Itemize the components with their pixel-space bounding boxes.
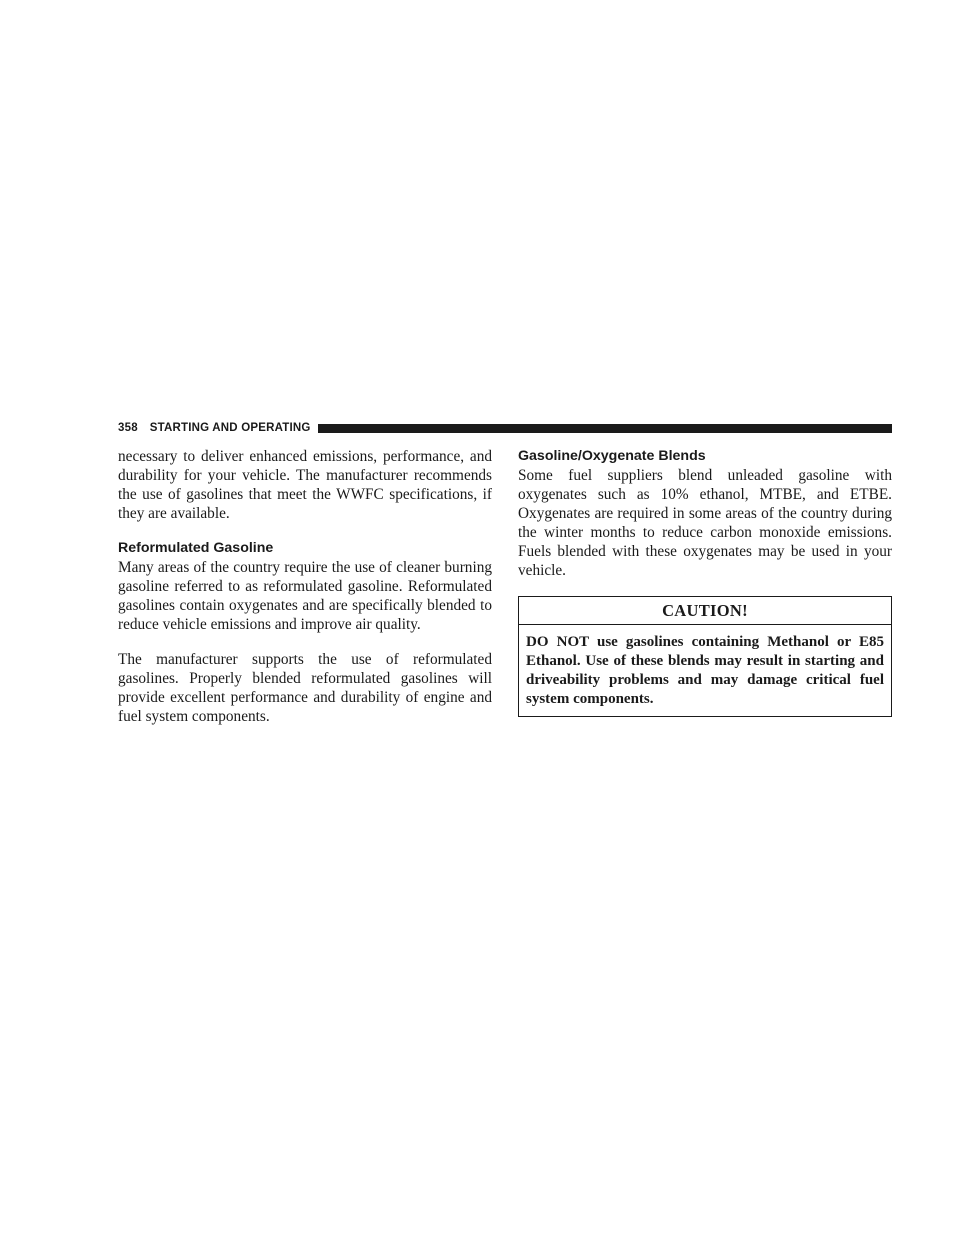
header-rule [318, 424, 892, 433]
oxygenate-paragraph: Some fuel suppliers blend unleaded gasoline with oxygenates such as 10% ethanol, MTBE, and ETBE. Oxygenates are required in some areas of the country during the winter months to reduce carbon monoxide emissions. Fuels blended with these oxygenates may be used in your vehicle. [518, 467, 892, 579]
page-header [118, 419, 892, 437]
left-column [118, 447, 492, 742]
caution-box [518, 596, 892, 717]
section-title: STARTING AND OPERATING [149, 422, 311, 434]
reformulated-paragraph-1: Many areas of the country require the use of cleaner burning gasoline referred to as reformulated gasoline. Reformulated gasolines contain oxygenates and are specifically blended to reduce vehicle emissions and improve air quality. [118, 559, 492, 633]
page-number: 358 [118, 422, 138, 434]
right-column [518, 447, 892, 717]
oxygenate-blends-heading: Gasoline/Oxygenate Blends [518, 448, 706, 464]
caution-title: CAUTION! [519, 597, 891, 625]
caution-body: DO NOT use gasolines containing Methanol or E85 Ethanol. Use of these blends may result in starting and driveability problems and may damage critical fuel system components. [526, 634, 884, 707]
reformulated-gasoline-heading: Reformulated Gasoline [118, 540, 274, 556]
intro-paragraph: necessary to deliver enhanced emissions, performance, and durability for your vehicle. The manufacturer recommends the use of gasolines that meet the WWFC specifications, if they are available. [118, 448, 492, 522]
reformulated-paragraph-2: The manufacturer supports the use of reformulated gasolines. Properly blended reformulated gasolines will provide excellent performance and durability of engine and fuel system components. [118, 651, 492, 725]
